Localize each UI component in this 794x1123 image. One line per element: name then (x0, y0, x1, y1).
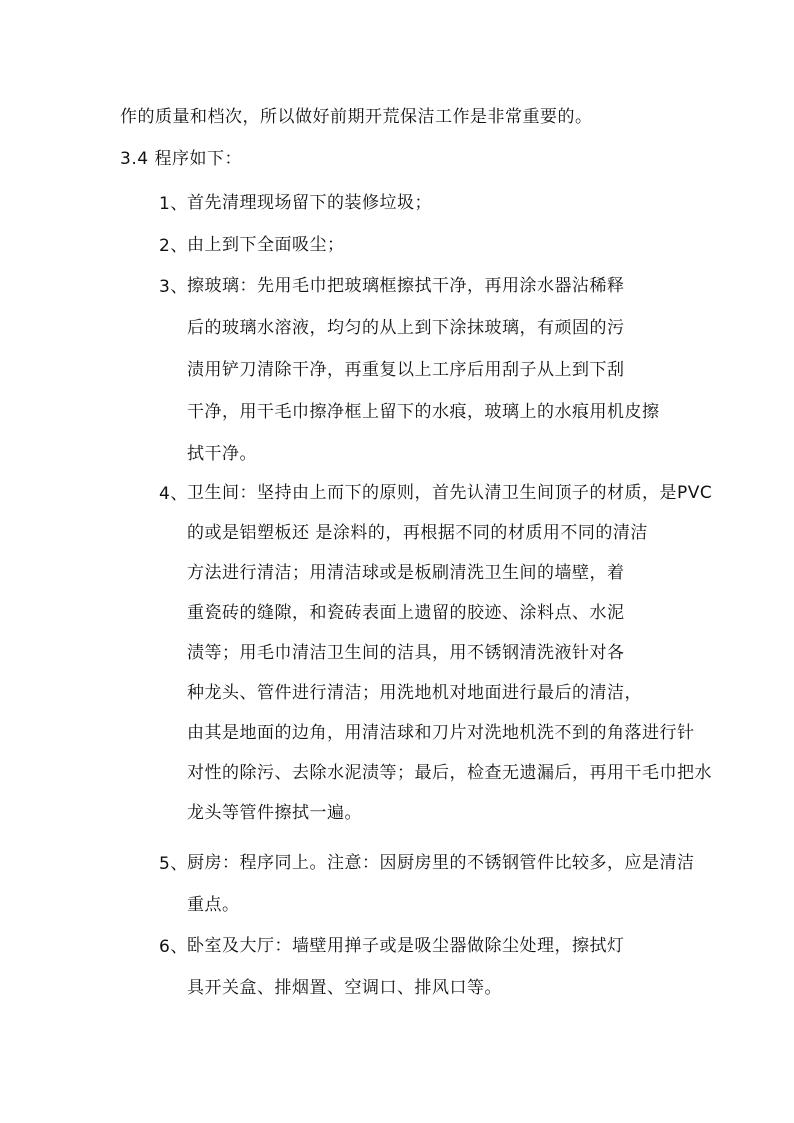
item-line: 首先清理现场留下的装修垃圾； (187, 193, 432, 213)
list-item (159, 185, 684, 222)
list-item (159, 845, 695, 924)
item-line: 厨房：程序同上。注意：因厨房里的不锈钢管件比较多，应是清洁 (187, 853, 695, 873)
item-number: 1、 (159, 194, 188, 214)
item-line: 方法进行清洁；用清洁球或是板刷清洗卫生间的墙壁，着 (187, 563, 625, 583)
item-number: 2、 (159, 236, 188, 256)
list-item (159, 227, 684, 264)
item-line: 擦玻璃：先用毛巾把玻璃框擦拭干净，再用涂水器沾稀释 (187, 276, 625, 296)
item-number: 4、 (159, 484, 188, 504)
section-heading: 3.4 程序如下： (120, 149, 242, 169)
item-line: 由其是地面的边角，用清洁球和刀片对洗地机洗不到的角落进行针 (187, 723, 695, 743)
list-item (159, 475, 713, 832)
item-line: 具开关盒、排烟置、空调口、排风口等。 (187, 978, 502, 998)
item-line: 的或是铝塑板还 是涂料的，再根据不同的材质用不同的清洁 (187, 523, 648, 543)
item-line: 对性的除污、去除水泥渍等；最后，检查无遗漏后，再用干毛巾把水 (187, 763, 712, 783)
list-item (159, 268, 684, 473)
item-line: 渍等；用毛巾清洁卫生间的洁具，用不锈钢清洗液针对各 (187, 643, 625, 663)
item-number: 5、 (159, 854, 188, 874)
item-line: 龙头等管件擦拭一遍。 (187, 803, 362, 823)
item-line: 重瓷砖的缝隙，和瓷砖表面上遗留的胶迹、涂料点、水泥 (187, 603, 625, 623)
intro-line: 作的质量和档次，所以做好前期开荒保洁工作是非常重要的。 (120, 107, 593, 127)
item-line: 后的玻璃水溶液，均匀的从上到下涂抹玻璃，有顽固的污 (187, 318, 625, 338)
item-line: 拭干净。 (187, 444, 257, 464)
item-line: 种龙头、管件进行清洁；用洗地机对地面进行最后的清洁， (187, 683, 642, 703)
item-line: 重点。 (187, 895, 240, 915)
list-item (159, 928, 684, 1007)
item-line: 由上到下全面吸尘； (187, 235, 345, 255)
item-number: 3、 (159, 277, 188, 297)
item-line: 卫生间：坚持由上而下的原则，首先认清卫生间顶子的材质，是PVC (187, 483, 713, 503)
item-line: 渍用铲刀清除干净，再重复以上工序后用刮子从上到下刮 (187, 360, 625, 380)
item-line: 干净，用干毛巾擦净框上留下的水痕，玻璃上的水痕用机皮擦 (187, 402, 660, 422)
item-number: 6、 (159, 937, 188, 957)
item-line: 卧室及大厅：墙壁用掸子或是吸尘器做除尘处理，擦拭灯 (187, 936, 625, 956)
